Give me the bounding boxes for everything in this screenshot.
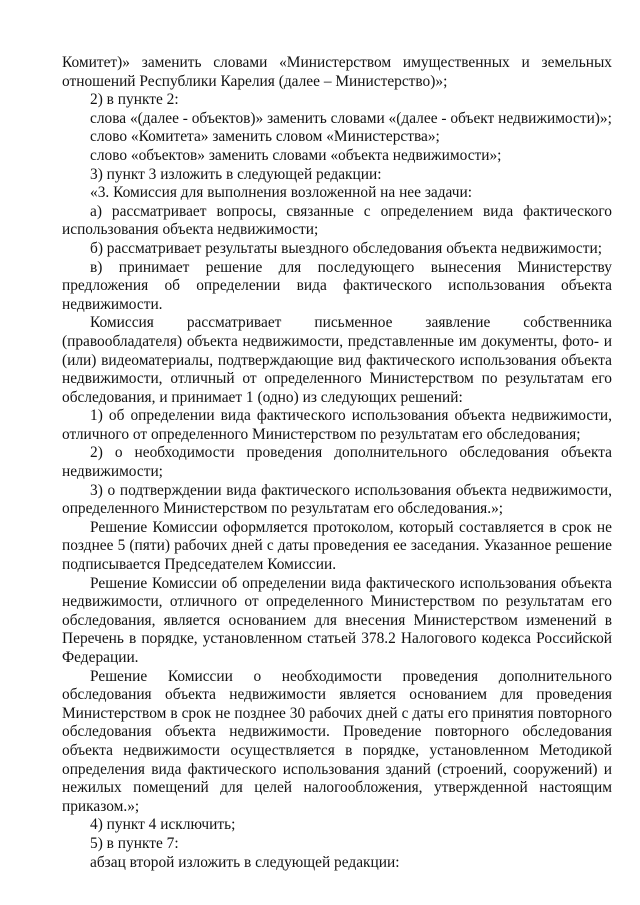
paragraph: б) рассматривает результаты выездного обследования объекта недвижимости;: [90, 239, 602, 257]
paragraph: абзац второй изложить в следующей редакции:: [90, 853, 400, 871]
paragraph: 3) о подтверждении вида фактического использования объекта недвижимости, определенного Министерством по результатам его обследования.»;: [62, 481, 612, 518]
paragraph: 2) в пункте 2:: [90, 91, 179, 109]
paragraph: 3) пункт 3 изложить в следующей редакции:: [90, 165, 382, 183]
paragraph: слова «(далее - объектов)» заменить словами «(далее - объект недвижимости)»;: [90, 109, 612, 127]
paragraph: Решение Комиссии об определении вида фактического использования объекта недвижимости, отличного от определенного Министерством по результатам его обследования, является основанием для внесения Министерством изменений в Перечень в порядке, установленном статьей 378.2 Налогового кодекса Российской Федерации.: [62, 574, 612, 666]
paragraph: 2) о необходимости проведения дополнительного обследования объекта недвижимости;: [62, 444, 612, 481]
paragraph: «3. Комиссия для выполнения возложенной на нее задачи:: [90, 184, 473, 202]
paragraph: Комитет)» заменить словами «Министерством имущественных и земельных отношений Республики Карелия (далее – Министерство)»;: [62, 54, 612, 90]
paragraph: 5) в пункте 7:: [90, 834, 179, 852]
paragraph: 4) пункт 4 исключить;: [90, 816, 236, 834]
document-body: [62, 54, 612, 872]
paragraph: слово «объектов» заменить словами «объекта недвижимости»;: [90, 146, 502, 164]
paragraph: Решение Комиссии о необходимости проведения дополнительного обследования объекта недвижимости является основанием для проведения Министерством в срок не позднее 30 рабочих дней с даты его принятия повторного обследования объекта недвижимости. Проведение повторного обследования объекта недвижимости осуществляется в порядке, установленном Методикой определения вида фактического использования зданий (строений, сооружений) и нежилых помещений для целей налогообложения, утвержденной настоящим приказом.»;: [62, 667, 612, 815]
paragraph: Решение Комиссии оформляется протоколом, который составляется в срок не позднее 5 (пяти) рабочих дней с даты проведения ее заседания. Указанное решение подписывается Председателем Комиссии.: [62, 518, 612, 574]
paragraph: слово «Комитета» заменить словом «Министерства»;: [90, 128, 440, 146]
paragraph: Комиссия рассматривает письменное заявление собственника (правообладателя) объекта недвижимости, представленные им документы, фото- и (или) видеоматериалы, подтверждающие вид фактического использования объекта недвижимости, отличный от определенного Министерством по результатам его обследования, и принимает 1 (одно) из следующих решений:: [62, 314, 612, 406]
paragraph: 1) об определении вида фактического использования объекта недвижимости, отличного от определенного Министерством по результатам его обследования;: [62, 407, 612, 443]
paragraph: а) рассматривает вопросы, связанные с определением вида фактического использования объекта недвижимости;: [62, 202, 612, 239]
paragraph: в) принимает решение для последующего вынесения Министерству предложения об определении вида фактического использования объекта недвижимости.: [62, 258, 612, 313]
